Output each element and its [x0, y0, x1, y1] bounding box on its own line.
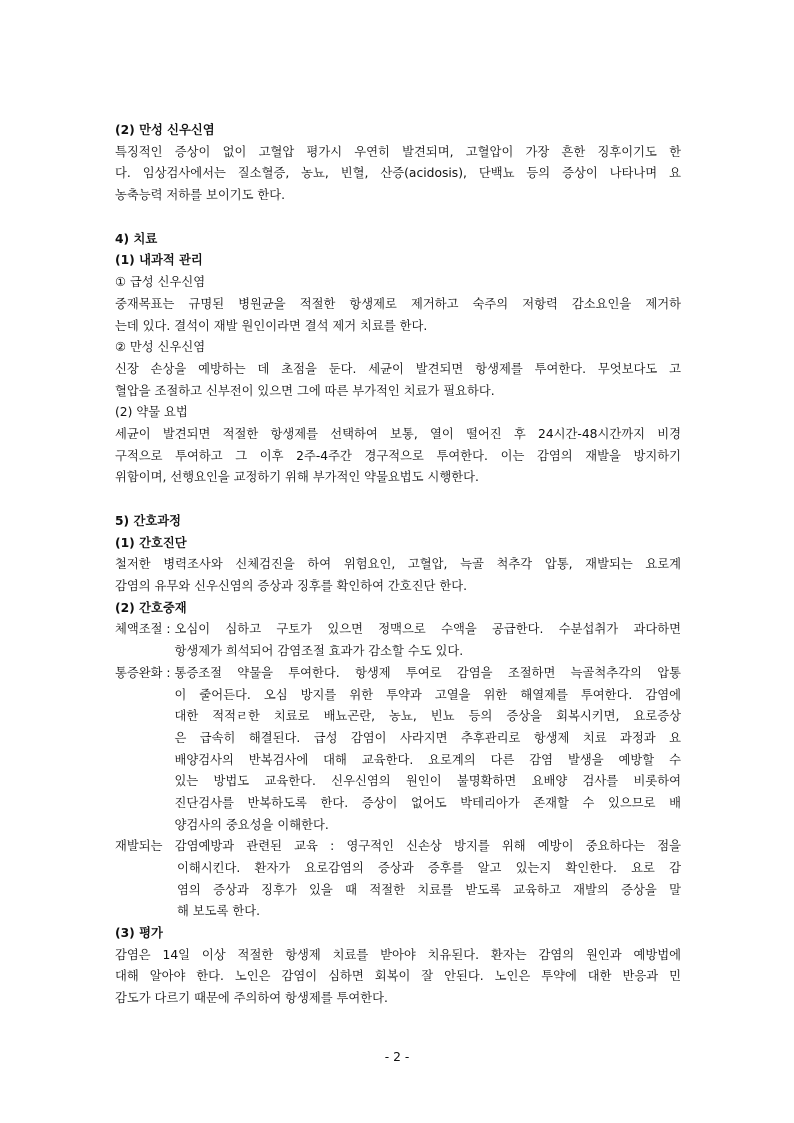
fluid-line: 오심이 심하고 구토가 있으면 정맥으로 수액을 공급한다. 수분섭취가 과다하면: [174, 622, 681, 637]
page-number: - 2 -: [384, 1050, 410, 1064]
drug-line: 세균이 발견되면 적절한 항생제를 선택하여 보통, 열이 떨어진 후 24시간-48시간까지 비경: [115, 426, 681, 441]
diagnosis-line: 감염의 유무와 신우신염의 증상과 징후를 확인하여 간호진단 한다.: [115, 579, 467, 594]
nursing-intervention-heading: (2) 간호중재: [115, 600, 187, 615]
document-page: [115, 120, 681, 1010]
acute-line: 중재목표는 규명된 병원균을 적절한 항생제로 제거하고 숙주의 저항력 감소요인을 제거하: [115, 296, 681, 311]
pain-relief-item: [115, 663, 681, 837]
pain-line: 이 줄어든다. 오심 방지를 위한 투약과 고열을 위한 해열제를 투여한다. 감염에: [174, 687, 681, 702]
chronic-heading: (2) 만성 신우신염: [115, 123, 215, 137]
drug-line: 구적으로 투여하고 그 이후 2주-4주간 경구적으로 투여한다. 이는 감염의 재발을 방지하기: [115, 448, 681, 463]
treatment-heading: 4) 치료: [115, 231, 158, 246]
nursing-diagnosis-heading: (1) 간호진단: [115, 535, 187, 550]
pain-line: 은 급속히 해결된다. 급성 감염이 사라지면 추후관리로 항생제 치료 과정과 요: [174, 730, 681, 745]
acute-title: ① 급성 신우신염: [115, 275, 206, 290]
evaluation-heading: (3) 평가: [115, 926, 163, 941]
recurrence-line: 이해시킨다. 환자가 요로감염의 증상과 증후를 알고 있는지 확인한다. 요로 감: [177, 861, 681, 875]
chronic-treat-line: 신장 손상을 예방하는 데 초점을 둔다. 세균이 발견되면 항생제를 투여한다. 무엇보다도 고: [115, 361, 681, 376]
evaluation-line: 감염은 14일 이상 적절한 항생제 치료를 받아야 치유된다. 환자는 감염의 원인과 예방법에: [115, 947, 681, 962]
fluid-control-item: [115, 619, 681, 662]
drug-therapy-title: (2) 약물 요법: [115, 405, 188, 420]
pain-relief-label: 통증완화 :: [115, 665, 175, 680]
fluid-line: 항생제가 희석되어 감염조절 효과가 감소할 수도 있다.: [174, 644, 464, 659]
chronic-line: 다. 임상검사에서는 질소혈증, 농뇨, 빈혈, 산증(acidosis), 단백뇨 등의 증상이 나타나며 요: [115, 166, 681, 181]
pain-line: 양검사의 중요성을 이해한다.: [174, 817, 329, 832]
pain-line: 통증조절 약물을 투여한다. 항생제 투여로 감염을 조절하면 늑골척추각의 압통: [174, 665, 681, 680]
nursing-process-heading: 5) 간호과정: [115, 514, 181, 528]
diagnosis-line: 철저한 병력조사와 신체검진을 하여 위험요인, 고혈압, 늑골 척추각 압통, 재발되는 요로계: [115, 557, 681, 572]
pain-line: 대한 적적ㄹ한 치료로 배뇨곤란, 농뇨, 빈뇨 등의 증상을 회복시키면, 요로증상: [174, 709, 681, 724]
chronic-line: 특징적인 증상이 없이 고혈압 평가시 우연히 발견되며, 고혈압이 가장 흔한 징후이기도 한: [115, 144, 681, 159]
chronic-title: ② 만성 신우신염: [115, 340, 206, 355]
recurrence-education-line: 재발되는 감염예방과 관련된 교육 : 영구적인 신손상 방지를 위해 예방이 중요하다는 점을: [115, 839, 681, 854]
fluid-control-label: 체액조절 :: [115, 622, 175, 637]
pain-line: 있는 방법도 교육한다. 신우신염의 원인이 불명확하면 요배양 검사를 비롯하여: [174, 774, 681, 789]
evaluation-line: 감도가 다르기 때문에 주의하여 항생제를 투여한다.: [115, 991, 388, 1006]
recurrence-line: 해 보도록 한다.: [177, 904, 260, 919]
recurrence-line: 염의 증상과 징후가 있을 때 적절한 치료를 받도록 교육하고 재발의 증상을 말: [177, 882, 681, 897]
evaluation-line: 대해 알아야 한다. 노인은 감염이 심하면 회복이 잘 안된다. 노인은 투약에 대한 반응과 민: [115, 969, 681, 984]
pain-line: 배양검사의 반복검사에 대해 교육한다. 요로계의 다른 감염 발생을 예방할 수: [174, 752, 681, 767]
acute-line: 는데 있다. 결석이 재발 원인이라면 결석 제거 치료를 한다.: [115, 318, 428, 333]
chronic-line: 농축능력 저하를 보이기도 한다.: [115, 188, 286, 203]
medical-management-heading: (1) 내과적 관리: [115, 253, 203, 268]
drug-line: 위함이며, 선행요인을 교정하기 위해 부가적인 약물요법도 시행한다.: [115, 470, 479, 485]
chronic-treat-line: 혈압을 조절하고 신부전이 있으면 그에 따른 부가적인 치료가 필요하다.: [115, 383, 495, 398]
pain-line: 진단검사를 반복하도록 한다. 증상이 없어도 박테리아가 존재할 수 있으므로 배: [174, 795, 681, 810]
